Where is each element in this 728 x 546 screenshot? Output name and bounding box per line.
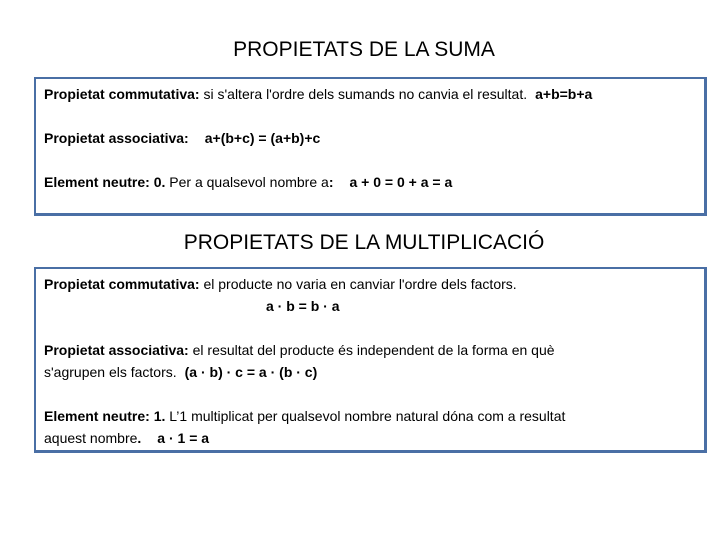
mult-associativa-line-1	[44, 339, 696, 361]
mult-associativa-text1: el resultat del producte és independent de la forma en què	[188, 342, 555, 358]
mult-neutre-dot: .	[137, 430, 142, 446]
suma-commutativa-line	[44, 83, 696, 105]
mult-commutativa-label: Propietat commutativa:	[44, 276, 200, 292]
mult-commutativa-line	[44, 273, 696, 295]
multiplicacio-properties-box	[34, 267, 707, 453]
mult-neutre-text2: aquest nombre	[44, 430, 138, 446]
mult-neutre-line-1	[44, 405, 696, 427]
suma-associativa-label: Propietat associativa:	[44, 130, 189, 146]
mult-associativa-formula: (a · b) · c = a · (b · c)	[184, 364, 318, 380]
suma-commutativa-formula: a+b=b+a	[535, 86, 593, 102]
mult-neutre-formula: a · 1 = a	[157, 430, 210, 446]
suma-properties-box	[34, 77, 707, 216]
mult-commutativa-formula-line	[44, 295, 696, 317]
suma-neutre-text: Per a qualsevol nombre a	[165, 174, 329, 190]
suma-associativa-formula: a+(b+c) = (a+b)+c	[204, 130, 321, 146]
mult-commutativa-formula: a · b = b · a	[266, 298, 340, 314]
multiplicacio-title: PROPIETATS DE LA MULTIPLICACIÓ	[183, 231, 545, 254]
suma-commutativa-label: Propietat commutativa:	[44, 86, 200, 102]
suma-title: PROPIETATS DE LA SUMA	[233, 38, 495, 61]
mult-associativa-label: Propietat associativa:	[44, 342, 189, 358]
mult-neutre-line-2	[44, 427, 696, 449]
mult-neutre-text1: L’1 multiplicat per qualsevol nombre natural dóna com a resultat	[165, 408, 566, 424]
suma-neutre-colon: :	[328, 174, 334, 190]
suma-associativa-line	[44, 127, 696, 149]
suma-neutre-label: Element neutre: 0.	[44, 174, 166, 190]
mult-neutre-label: Element neutre: 1.	[44, 408, 166, 424]
mult-associativa-text2: s'agrupen els factors.	[44, 364, 177, 380]
suma-neutre-formula: a + 0 = 0 + a = a	[349, 174, 453, 190]
mult-associativa-line-2	[44, 361, 696, 383]
mult-commutativa-text: el producte no varia en canviar l'ordre dels factors.	[199, 276, 517, 292]
suma-neutre-line	[44, 171, 696, 193]
suma-commutativa-text: si s'altera l'ordre dels sumands no canvia el resultat.	[199, 86, 528, 102]
